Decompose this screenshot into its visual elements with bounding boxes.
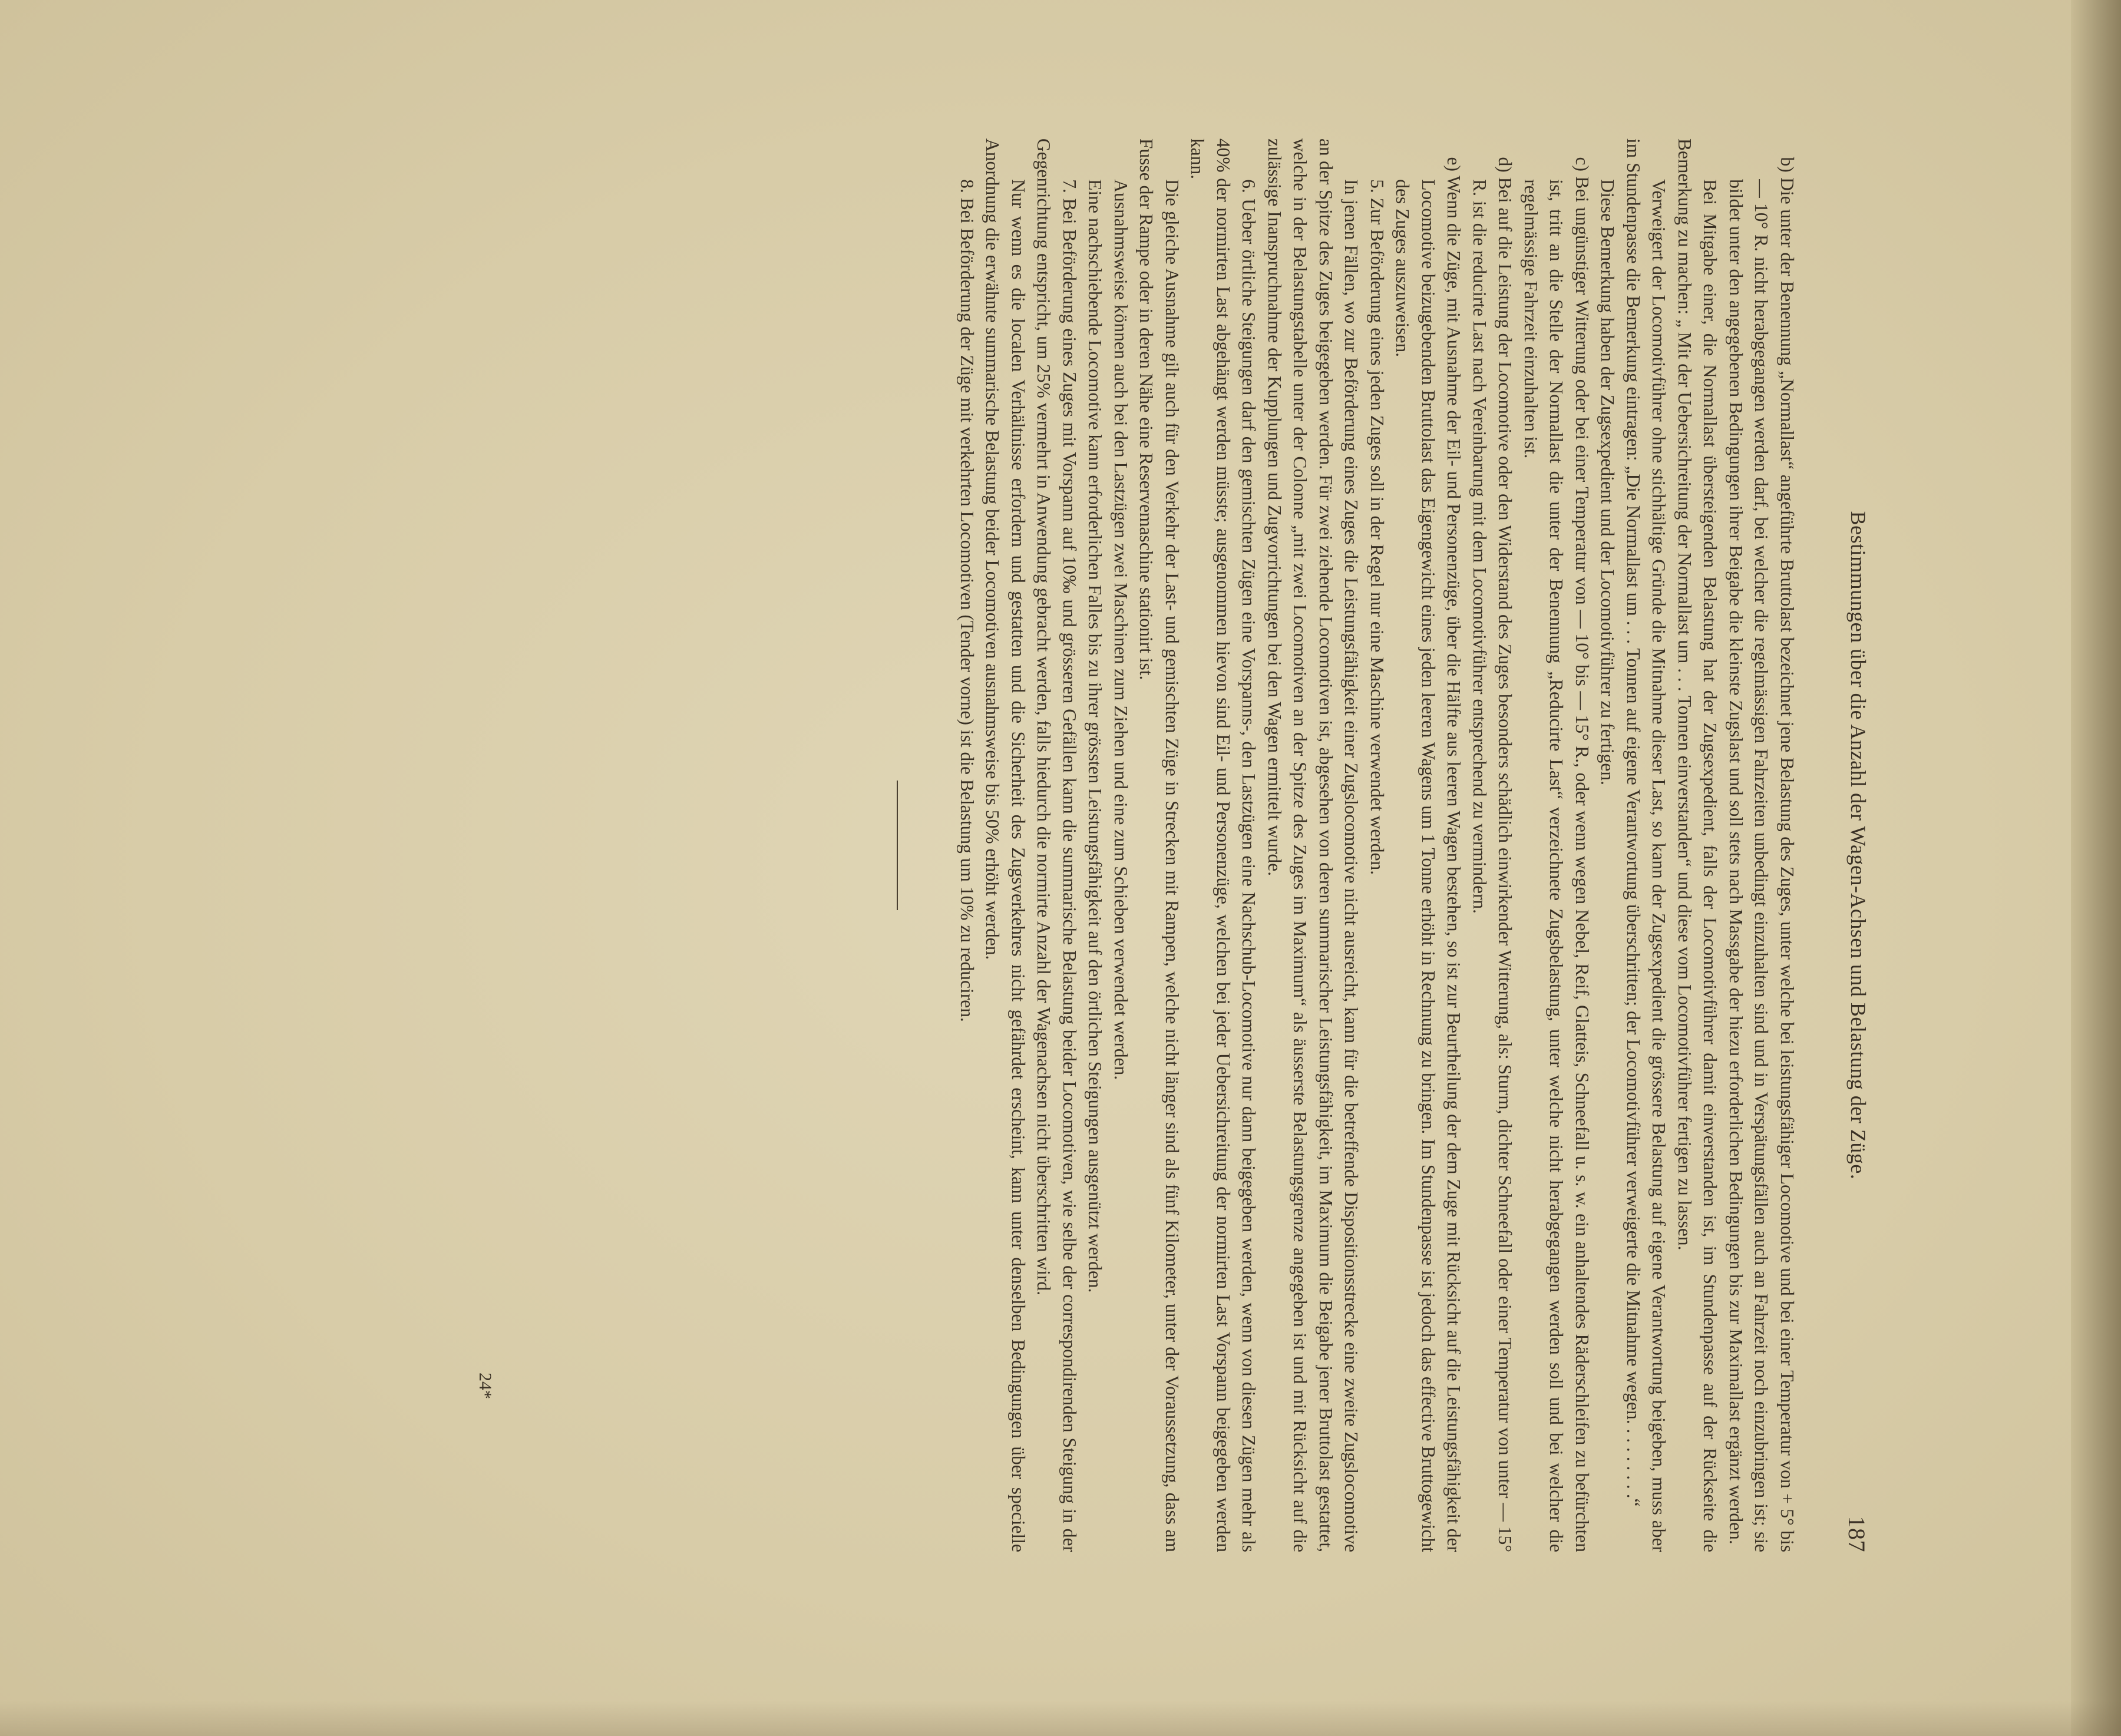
paragraph: In jenen Fällen, wo zur Beförderung eines Zuges die Leistungsfähigkeit einer Zugslocomotive nicht ausreicht, kann für die betreffende Dispositionsstrecke eine zweite Zugslocomotive an der Spitze des Zuges beigegeben werden. Für zwei ziehende Locomotiven ist, abgesehen von deren summarischer Leistungsfähigkeit, im Maximum die Beigabe jener Bruttolast gestattet, welche in der Belastungstabelle unter der Colonne „mit zwei Locomotiven an der Spitze des Zuges im Maximum“ als äusserste Belastungsgrenze angegeben ist und mit Rücksicht auf die zulässige Inanspruchnahme der Kupplungen und Zugvorrichtungen bei den Wagen ermittelt wurde. [1264, 138, 1362, 1552]
paragraph: 6. Ueber örtliche Steigungen darf den gemischten Zügen eine Vorspanns-, den Lastzügen eine Nachschub-Locomotive nur dann beigegeben werden, wenn von diesen Zügen mehr als 40% der normirten Last abgehängt werden müsste; ausgenommen hievon sind Eil- und Personenzüge, welchen bei jeder Uebersichreitung der normirten Last Vorspann beigegeben werden kann. [1187, 138, 1260, 1552]
paragraph: Bei Mitgabe einer, die Normallast übersteigenden Belastung hat der Zugsexpedient, falls der Locomotivführer damit einverstanden ist, im Stundenpasse auf der Rückseite die Bemerkung zu machen: „ Mit der Uebersichreitung der Normallast um . . . Tonnen einverstanden“ und diese vom Locomotivführer fertigen zu lassen. [1674, 138, 1721, 1552]
section-divider [897, 781, 898, 910]
paragraph: d) Bei auf die Leistung der Locomotive oder den Widerstand des Zuges besonders schädlich einwirkender Witterung, als: Sturm, dichter Schneefall oder einer Temperatur von unter — 15° R. ist die reducirte Last nach Vereinbarung mit dem Locomotivführer entsprechend zu vermindern. [1469, 157, 1516, 1552]
paragraph: Verweigert der Locomotivführer ohne stichhältige Gründe die Mitnahme dieser Last, so kann der Zugsexpedient die grössere Belastung auf eigene Verantwortung beigeben, muss aber im Stundenpasse die Bemerkung eintragen: „Die Normallast um . . . Tonnen auf eigene Verantwortung überschritten; der Locomotivführer verweigerte die Mitnahme wegen. . . . . . . . .“ [1623, 138, 1670, 1552]
sheet-signature: 24* [475, 1373, 495, 1399]
body-text [897, 138, 1800, 1552]
paragraph: Ausnahmsweise können auch bei den Lastzügen zwei Maschinen zum Ziehen und eine zum Schieben verwendet werden. [1111, 179, 1131, 1080]
paragraph: Eine nachschiebende Locomotive kann erforderlichen Falles bis zu ihrer grössten Leistungsfähigkeit auf den örtlichen Steigungen ausgenützt werden. [1085, 179, 1106, 1293]
paragraph: e) Wenn die Züge, mit Ausnahme der Eil- und Personenzüge, über die Hälfte aus leeren Wagen bestehen, so ist zur Beurtheilung der dem Zuge mit Rücksicht auf die Leistungsfähigkeit der Locomotive beizugebenden Bruttolast das Eigengewicht eines jeden leeren Wagens um 1 Tonne erhöht in Rechnung zu bringen. Im Stundenpasse ist jedoch das effective Bruttogewicht des Zuges auszuweisen. [1392, 157, 1465, 1552]
paragraph: b) Die unter der Benennung „Normallast“ angeführte Bruttolast bezeichnet jene Belastung des Zuges, unter welche bei leistungsfähiger Locomotive und bei einer Temperatur von + 5° bis — 10° R. nicht herabgegangen werden darf, bei welcher die regelmässigen Fahrzeiten unbedingt einzuhalten sind und in Verspätungsfällen auch an Fahrzeit noch einzubringen ist; sie bildet unter den angegebenen Bedingungen ihrer Beigabe die kleinste Zugslast und soll stets nach Massgabe der hiezu erforderlichen Bedingungen bis zur Maximallast ergänzt werden. [1726, 157, 1798, 1552]
page-bottom-shadow [0, 1701, 2121, 1736]
book-binding-edge [2071, 0, 2121, 1736]
paragraph: Die gleiche Ausnahme gilt auch für den Verkehr der Last- und gemischten Züge in Strecken mit Rampen, welche nicht länger sind als fünf Kilometer, unter der Voraussetzung, dass am Fusse der Rampe oder in deren Nähe eine Reservemaschine stationirt ist. [1136, 138, 1182, 1552]
paragraph: 5. Zur Beförderung eines jeden Zuges soll in der Regel nur eine Maschine verwendet werden. [1367, 179, 1387, 875]
paragraph: 7. Bei Beförderung eines Zuges mit Vorspann auf 10‰ und grösseren Gefällen kann die summarische Belastung beider Locomotiven, wie selbe der correspondirenden Steigung in der Gegenrichtung entspricht, um 25% vermehrt in Anwendung gebracht werden, falls hiedurch die normirte Anzahl der Wagenachsen nicht überschritten wird. [1033, 138, 1080, 1552]
page-header [1835, 138, 1871, 1552]
rotated-page-content [398, 138, 1871, 1552]
paragraph: c) Bei ungünstiger Witterung oder bei einer Temperatur von — 10° bis — 15° R., oder wenn wegen Nebel, Reif, Glatteis, Schneefall u. s. w. ein anhaltendes Räderschleifen zu befürchten ist, tritt an die Stelle der Normallast die unter der Benennung „Reducirte Last“ verzeichnete Zugsbelastung, unter welche nicht herabgegangen werden soll und bei welcher die regelmässige Fahrzeit einzuhalten ist. [1521, 157, 1593, 1552]
paragraph: Diese Bemerkung haben der Zugsexpedient und der Locomotivführer zu fertigen. [1597, 179, 1618, 785]
page-title: Bestimmungen über die Anzahl der Wagen-Achsen und Belastung der Züge. [1846, 511, 1870, 1180]
page-number: 187 [1844, 1516, 1870, 1552]
paragraph: Nur wenn es die localen Verhältnisse erfordern und gestatten und die Sicherheit des Zugsverkehres nicht gefährdet erscheint, kann unter denselben Bedingungen über specielle Anordnung die erwähnte summarische Belastung beider Locomotiven ausnahmsweise bis 50% erhöht werden. [982, 138, 1029, 1552]
paragraph: 8. Bei Beförderung der Züge mit verkehrten Locomotiven (Tender vorne) ist die Belastung um 10% zu reduciren. [957, 179, 977, 1022]
